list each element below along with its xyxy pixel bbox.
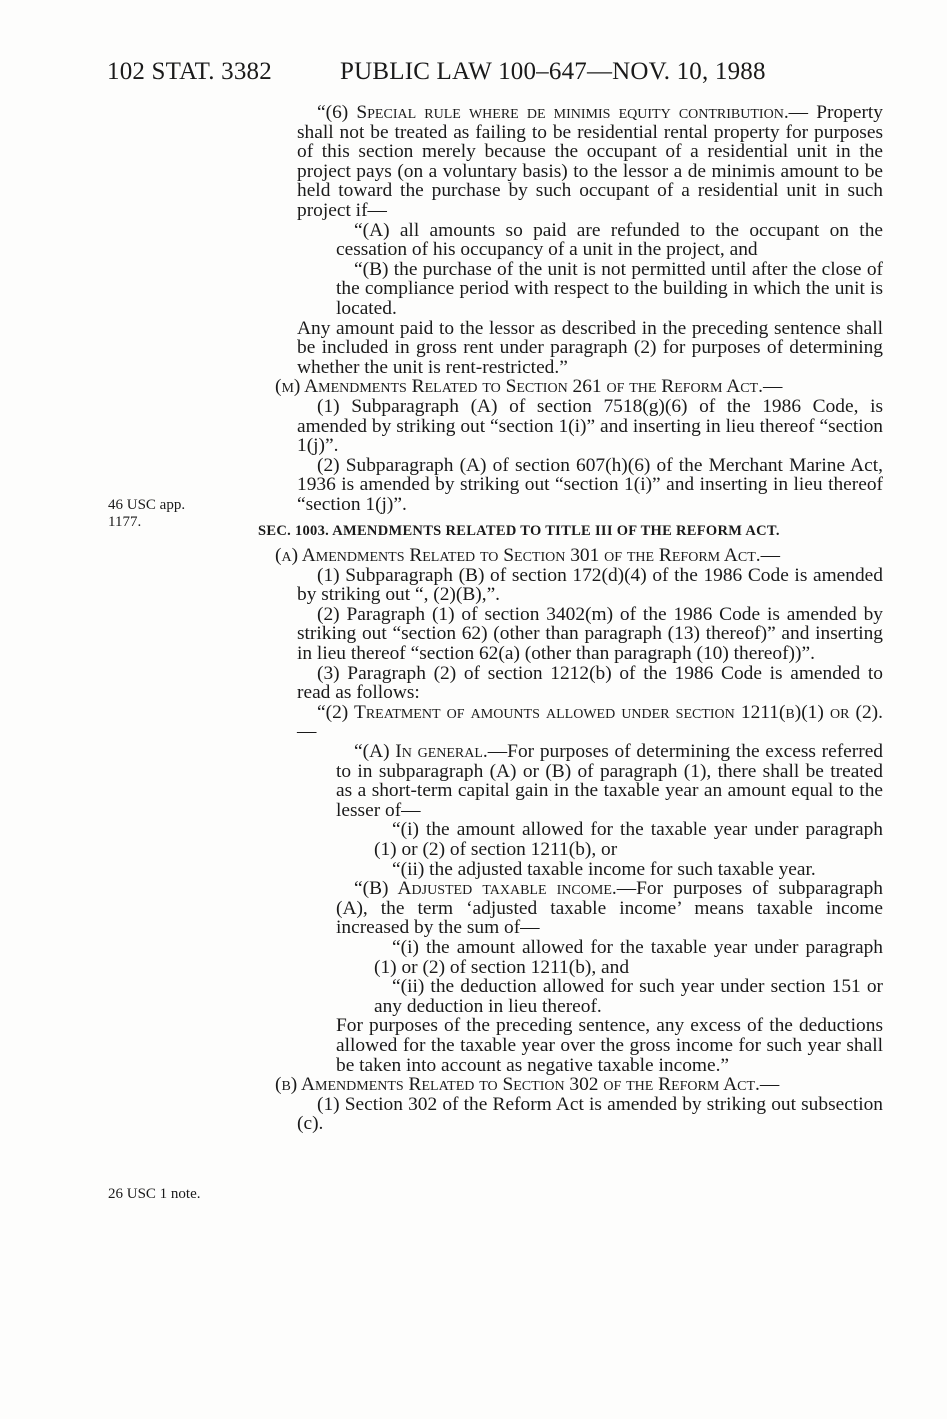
paragraph-text: (1) Subparagraph (A) of section 7518(g)(6) of the 1986 Code, is amended by striking out “section 1(i)” and inserting in lieu thereof “section 1(j)”.	[297, 395, 883, 457]
paragraph-text: (2) Paragraph (1) of section 3402(m) of the 1986 Code is amended by striking out “section 62) (other than paragraph (13) thereof)” and inserting in lieu thereof “section 62(a) (other than paragraph (10) thereof))”.	[297, 603, 883, 665]
paragraph-text: (1) Section 302 of the Reform Act is amended by striking out subsection (c).	[297, 1093, 883, 1135]
statute-paragraph	[297, 397, 883, 456]
paragraph-heading: (a) Amendments Related to Section 301 of the Reform Act.—	[275, 545, 781, 567]
statute-paragraph	[297, 820, 883, 859]
paragraph-heading: “(2) Treatment of amounts allowed under section 1211(b)(1) or (2).—	[297, 701, 883, 743]
paragraph-text: “(i) the amount allowed for the taxable year under paragraph (1) or (2) of section 1211(b), or	[374, 819, 883, 860]
statute-paragraph	[297, 860, 883, 880]
statute-paragraph	[297, 566, 883, 605]
running-header: PUBLIC LAW 100–647—NOV. 10, 1988	[340, 58, 766, 85]
paragraph-heading: (m) Amendments Related to Section 261 of the Reform Act.—	[275, 376, 783, 398]
paragraph-text: SEC. 1003. AMENDMENTS RELATED TO TITLE III OF THE REFORM ACT.	[258, 523, 780, 540]
statute-paragraph	[297, 260, 883, 319]
statute-paragraph	[297, 319, 883, 378]
statute-body	[258, 102, 883, 1135]
paragraph-text: —For purposes of subparagraph (A), the term ‘adjusted taxable income’ means taxable income increased by the sum of—	[336, 878, 883, 939]
paragraph-text: “(ii) the adjusted taxable income for such taxable year.	[392, 858, 816, 880]
paragraph-text: Property shall not be treated as failing to be residential rental property for purposes of this section merely because the occupant of a residential unit in the project pays (on a voluntary basis) to the lessor a de minimis amount to be held toward the purchase by such occupant of a residential unit in such project if—	[297, 102, 883, 221]
paragraph-text: For purposes of the preceding sentence, any excess of the deductions allowed for the taxable year over the gross income for such year shall be taken into account as negative taxable income.”	[336, 1015, 883, 1076]
statute-paragraph	[297, 703, 883, 742]
statute-paragraph	[297, 1095, 883, 1134]
statute-paragraph	[297, 1016, 883, 1075]
paragraph-heading: “(B) Adjusted taxable income.	[354, 878, 617, 900]
paragraph-heading: (b) Amendments Related to Section 302 of the Reform Act.—	[275, 1074, 780, 1096]
paragraph-text: (2) Subparagraph (A) of section 607(h)(6) of the Merchant Marine Act, 1936 is amended by striking out “section 1(i)” and inserting in lieu thereof “section 1(j)”.	[297, 454, 883, 515]
statute-paragraph	[297, 742, 883, 820]
paragraph-text: —For purposes of determining the excess referred to in subparagraph (A) or (B) of paragraph (1), there shall be treated as a short-term capital gain in the taxable year an amount equal to the lesser of—	[336, 741, 883, 821]
statute-paragraph	[297, 977, 883, 1016]
paragraph-heading: “(A) In general.	[354, 741, 488, 762]
statute-paragraph	[297, 605, 883, 664]
section-heading	[258, 522, 883, 542]
paragraph-text: “(B) the purchase of the unit is not permitted until after the close of the compliance period with respect to the building in which the unit is located.	[336, 258, 883, 319]
page-citation: 102 STAT. 3382	[107, 58, 272, 85]
margin-note-26-usc: 26 USC 1 note.	[108, 1186, 201, 1202]
statute-paragraph	[275, 545, 883, 567]
statute-paragraph	[275, 376, 883, 398]
statute-paragraph	[297, 103, 883, 221]
paragraph-text: Any amount paid to the lessor as described in the preceding sentence shall be included in gross rent under paragraph (2) for purposes of determining whether the unit is rent-restricted.”	[297, 317, 883, 378]
paragraph-heading: “(6) Special rule where de minimis equity contribution.—	[317, 102, 809, 123]
statute-paragraph	[297, 938, 883, 977]
paragraph-text: “(A) all amounts so paid are refunded to the occupant on the cessation of his occupancy of a unit in the project, and	[336, 219, 883, 261]
paragraph-text: “(ii) the deduction allowed for such year under section 151 or any deduction in lieu thereof.	[374, 976, 883, 1017]
margin-note-46-usc: 46 USC app. 1177.	[108, 497, 186, 530]
statute-paragraph	[297, 879, 883, 938]
statute-paragraph	[297, 456, 883, 515]
paragraph-text: (3) Paragraph (2) of section 1212(b) of the 1986 Code is amended to read as follows:	[297, 662, 883, 704]
statute-paragraph	[275, 1074, 883, 1096]
statute-paragraph	[297, 221, 883, 260]
paragraph-text: (1) Subparagraph (B) of section 172(d)(4) of the 1986 Code is amended by striking out “, (2)(B),”.	[297, 564, 883, 606]
paragraph-text: “(i) the amount allowed for the taxable year under paragraph (1) or (2) of section 1211(b), and	[374, 936, 883, 978]
statute-paragraph	[297, 664, 883, 703]
